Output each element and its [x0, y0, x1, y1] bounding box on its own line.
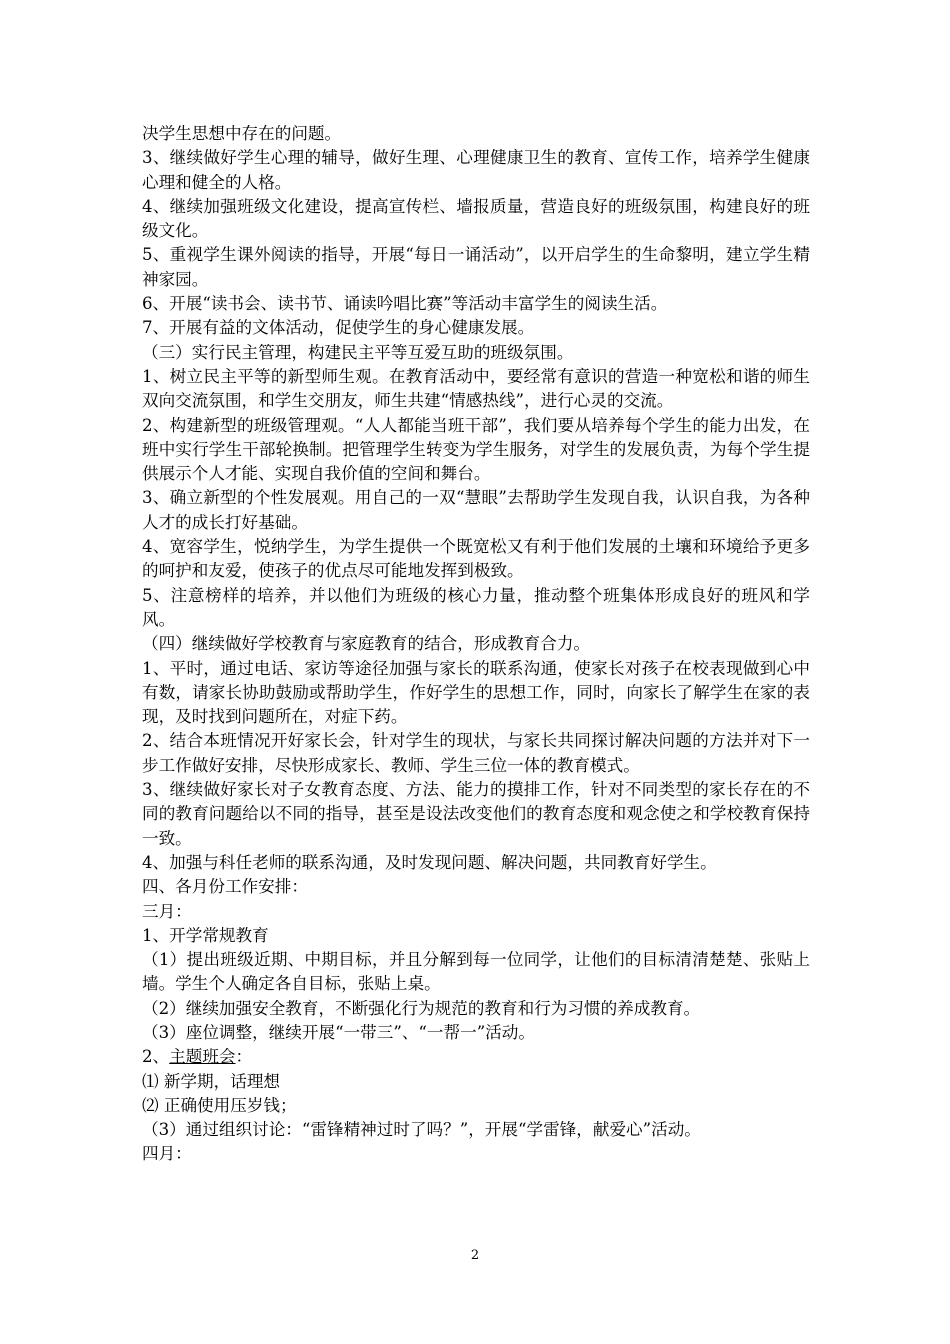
paragraph: 2、构建新型的班级管理观。“人人都能当班干部”，我们要从培养每个学生的能力出发，在班中实行学生干部轮换制。把管理学生转变为学生服务，对学生的发展负责，为每个学生提供展示个人才能、实现自我价值的空间和舞台。 [142, 415, 810, 484]
paragraph: 1、平时，通过电话、家访等途径加强与家长的联系沟通，使家长对孩子在校表现做到心中有数，请家长协助鼓励或帮助学生，作好学生的思想工作，同时，向家长了解学生在家的表现，及时找到问题所在，对症下药。 [142, 658, 810, 727]
paragraph: （1）提出班级近期、中期目标，并且分解到每一位同学，让他们的目标清清楚楚、张贴上墙。学生个人确定各自目标，张贴上桌。 [142, 950, 810, 994]
section-heading: （四）继续做好学校教育与家庭教育的结合，形成教育合力。 [142, 634, 591, 654]
theme-meeting-label: 主题班会 [169, 1047, 236, 1067]
paragraph: 1、开学常规教育 [142, 925, 269, 945]
paragraph: ⑵ 正确使用压岁钱； [142, 1095, 297, 1115]
theme-meeting-line [142, 1045, 810, 1069]
paragraph: 4、加强与科任老师的联系沟通，及时发现问题、解决问题，共同教育好学生。 [142, 852, 717, 872]
paragraph: 3、继续做好家长对子女教育态度、方法、能力的摸排工作，针对不同类型的家长存在的不同的教育问题给以不同的指导，甚至是设法改变他们的教育态度和观念使之和学校教育保持一致。 [142, 780, 810, 848]
paragraph: ⑴ 新学期，话理想 [142, 1071, 281, 1091]
paragraph: 4、继续加强班级文化建设，提高宣传栏、墙报质量，营造良好的班级氛围，构建良好的班级文化。 [142, 196, 810, 241]
page-number: 2 [470, 1248, 480, 1263]
paragraph: （2）继续加强安全教育，不断强化行为规范的教育和行为习惯的养成教育。 [142, 998, 701, 1018]
month-heading: 四月： [142, 1144, 192, 1164]
paragraph: 7、开展有益的文体活动，促使学生的身心健康发展。 [142, 318, 535, 338]
paragraph: 1、树立民主平等的新型师生观。在教育活动中，要经常有意识的营造一种宽松和谐的师生双向交流氛围，和学生交朋友，师生共建“情感热线”，进行心灵的交流。 [142, 366, 810, 411]
paragraph: 5、注意榜样的培养，并以他们为班级的核心力量，推动整个班集体形成良好的班风和学风。 [142, 585, 810, 629]
section-heading: （三）实行民主管理，构建民主平等互爱互助的班级氛围。 [142, 342, 574, 362]
paragraph: 6、开展“读书会、读书节、诵读吟唱比赛”等活动丰富学生的阅读生活。 [142, 294, 668, 314]
paragraph: 3、继续做好学生心理的辅导，做好生理、心理健康卫生的教育、宣传工作，培养学生健康心理和健全的人格。 [142, 148, 810, 192]
theme-meeting-suffix: ： [235, 1047, 253, 1067]
theme-meeting-prefix: 2、 [142, 1047, 170, 1067]
section-heading: 四、各月份工作安排： [142, 877, 308, 897]
month-heading: 三月： [142, 901, 192, 921]
paragraph: 5、重视学生课外阅读的指导，开展“每日一诵活动”，以开启学生的生命黎明，建立学生精神家园。 [142, 245, 810, 289]
paragraph: （3）通过组织讨论：“雷锋精神过时了吗？”，开展“学雷锋，献爱心”活动。 [142, 1120, 701, 1140]
paragraph: 决学生思想中存在的问题。 [142, 124, 342, 143]
paragraph: 2、结合本班情况开好家长会，针对学生的现状，与家长共同探讨解决问题的方法并对下一步工作做好安排，尽快形成家长、教师、学生三位一体的教育模式。 [142, 731, 810, 775]
paragraph: 3、确立新型的个性发展观。用自己的一双“慧眼”去帮助学生发现自我，认识自我，为各种人才的成长打好基础。 [142, 488, 810, 532]
paragraph: （3）座位调整，继续开展“一带三”、“一帮一”活动。 [142, 1022, 535, 1042]
document-body [142, 122, 810, 1167]
paragraph: 4、宽容学生，悦纳学生，为学生提供一个既宽松又有利于他们发展的土壤和环境给予更多的呵护和友爱，使孩子的优点尽可能地发挥到极致。 [142, 537, 810, 581]
